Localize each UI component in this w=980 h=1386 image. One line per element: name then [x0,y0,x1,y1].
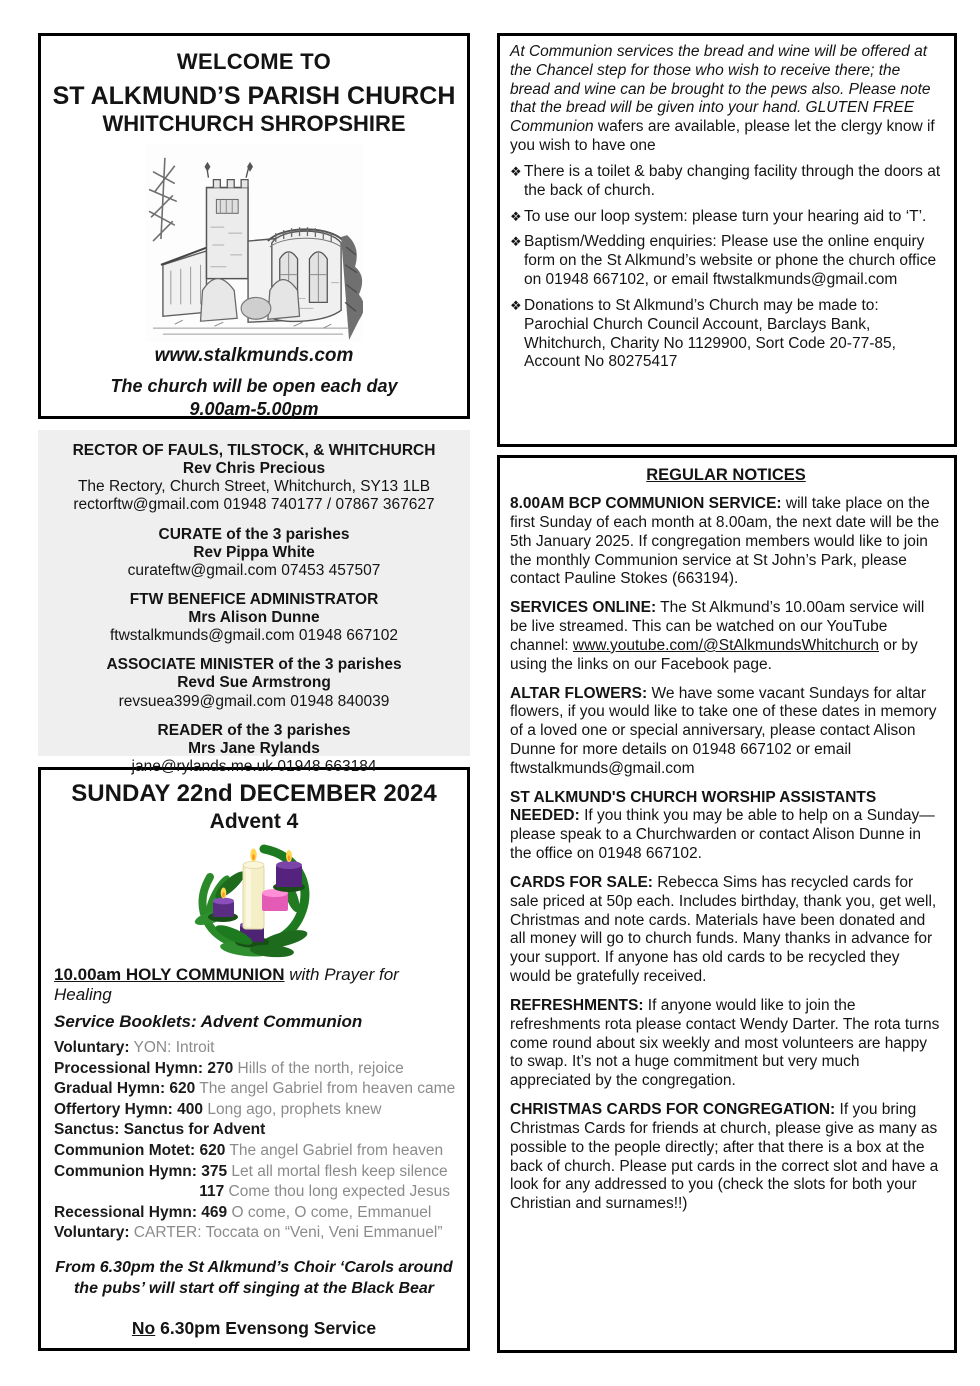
notices-title: REGULAR NOTICES [646,466,806,484]
contact-address: The Rectory, Church Street, Whitchurch, SY13 1LB [77,478,431,496]
contact-role: READER of the 3 parishes [157,721,351,739]
contact-name: Rev Chris Precious [182,460,326,478]
youtube-channel-link[interactable]: www.youtube.com/@StAlkmundsWhitchurch [572,636,879,654]
notice-refreshments: REFRESHMENTS: If anyone would like to join the refreshments rota please contact Wendy Darter. The rota turns come round about six weekly and most volunteers are happy to swap. It’s not a huge commitment but very much appreciated by the congregation. [510,996,940,1090]
communion-intro-italic: At Communion services the bread and wine will be offered at the Chancel step for those who wish to receive there; the bread and wine can be brought to the pews also. Please note that the bread will be given into your hand. GLUTEN FREE Communion [510,43,931,136]
contacts-section [38,430,470,775]
diamond-bullet-icon: ❖ [510,234,522,250]
evensong-no: No [131,1317,156,1338]
contact-name: Revd Sue Armstrong [177,674,331,692]
contact-role: ASSOCIATE MINISTER of the 3 parishes [106,656,402,674]
diamond-bullet-icon: ❖ [510,208,522,224]
bullet-loop-system: ❖ To use our loop system: please turn your hearing aid to ‘T’. [510,207,927,225]
service-time-heading: 10.00am HOLY COMMUNION [54,965,285,984]
bullet-baptism-wedding: ❖ Baptism/Wedding enquiries: Please use the online enquiry form on the St Alkmund’s website or phone the church office on 01948 667102, or email ftwstalkmunds@gmail.com [510,233,937,289]
contact-role: CURATE of the 3 parishes [158,525,350,543]
contact-role: RECTOR OF FAULS, TILSTOCK, & WHITCHURCH [72,442,436,459]
right-column [497,33,957,1353]
choir-note: From 6.30pm the St Alkmund’s Choir ‘Carols around the pubs’ will start off singing at the Black Bear [55,1259,453,1297]
notice-services-online: SERVICES ONLINE: The St Alkmund’s 10.00am service will be live streamed. This can be watched on our YouTube channel: www.youtube.com/@StAlkmundsWhitchurch or by using the links on our Facebook page. [510,599,925,673]
contact-associate-minister [44,656,464,710]
evensong-note [54,1318,454,1339]
contact-name: Mrs Jane Rylands [188,739,320,757]
hymn-line-communion-motet: Communion Motet: 620 The angel Gabriel from heaven [54,1142,444,1160]
bullet-donations: ❖ Donations to St Alkmund’s Church may be made to: Parochial Church Council Account, Barclays Bank, Whitchurch, Charity No 1129900, Sort Code 20-77-85, Account No 80275417 [510,296,896,371]
hymn-line-sanctus: Sanctus: Sanctus for Advent [54,1121,266,1139]
hymn-line-communion-hymn: Communion Hymn: 375 Let all mortal flesh keep silence [54,1162,448,1180]
evensong-rest: 6.30pm Evensong Service [155,1317,377,1338]
notice-worship-assistants: ST ALKMUND'S CHURCH WORSHIP ASSISTANTS NEEDED: If you think you may be able to help on a Sunday—please speak to a Churchwarden or contact Alison Dunne in the office on 01948 667102. [510,788,935,863]
contact-administrator [44,591,464,645]
notice-bcp-communion: 8.00AM BCP COMMUNION SERVICE: will take place on the first Sunday of each month at 8.00am, the next date will be the 5th January 2025. If congregation members would like to join the monthly Communion service at St John’s Park, please contact Pauline Stokes (663194). [510,495,940,588]
website-text: www.stalkmunds.com [154,345,354,366]
service-booklets-line: Service Booklets: Advent Communion [54,1012,363,1031]
hymn-list [54,1038,454,1244]
contact-name: Mrs Alison Dunne [188,609,320,626]
opening-hours-line1: The church will be open each day [110,376,398,396]
contact-curate [44,526,464,580]
hymn-line-gradual: Gradual Hymn: 620 The angel Gabriel from heaven came [54,1080,456,1098]
communion-intro [510,43,942,156]
communion-info-box [497,33,957,447]
notice-altar-flowers: ALTAR FLOWERS: We have some vacant Sundays for altar flowers, if you would like to take one of these dates in memory of a loved one or special anniversary, please contact Alison Dunne for more details on 01948 667102 or email ftwstalkmunds@gmail.com [510,684,937,777]
hymn-line-voluntary-in: Voluntary: YON: Introit [54,1039,215,1056]
contact-role: FTW BENEFICE ADMINISTRATOR [129,590,379,608]
contact-name: Rev Pippa White [193,543,315,561]
church-town-heading: WHITCHURCH SHROPSHIRE [102,111,406,136]
diamond-bullet-icon: ❖ [510,163,522,179]
contact-details: jane@rylands.me.uk 01948 663184 [131,757,377,775]
opening-hours-line2: 9.00am-5.00pm [189,398,319,419]
hymn-line-voluntary-out: Voluntary: CARTER: Toccata on “Veni, Veni Emmanuel” [54,1224,443,1242]
hymn-line-communion-hymn-2: 117 Come thou long expected Jesus [199,1183,450,1201]
contact-details: revsuea399@gmail.com 01948 840039 [118,692,390,710]
communion-intro-regular: wafers are available, please let the clergy know if you wish to have one [510,118,935,155]
hymn-line-recessional: Recessional Hymn: 469 O come, O come, Emmanuel [54,1203,432,1221]
notice-christmas-cards: CHRISTMAS CARDS FOR CONGREGATION: If you bring Christmas Cards for friends at church, please give as many as possible to the people directly; after that there is a box at the back of church. Please put cards in the correct slot and have a look for any addressed to you (check the slots for both your Christian and surnames!!) [510,1101,939,1213]
welcome-heading: WELCOME TO [176,49,332,74]
left-column [38,33,470,1351]
service-time-note: with Prayer for Healing [54,965,399,1004]
notice-cards-for-sale: CARDS FOR SALE: Rebecca Sims has recycled cards for sale priced at 50p each. Includes birthday, thank you, get well, Christmas and note cards. Materials have been donated and all money will go to church funds. Many thanks in advance for your support. If anyone has old cards to be recycled they would be gratefully received. [510,873,937,986]
opening-hours [49,375,459,420]
diamond-bullet-icon: ❖ [510,297,522,313]
contact-details: ftwstalkmunds@gmail.com 01948 667102 [110,627,398,645]
service-time-line [54,965,454,1005]
service-date-subtitle: Advent 4 [209,810,299,833]
service-date-title: SUNDAY 22nd DECEMBER 2024 [71,780,437,807]
welcome-box [38,33,470,419]
bullet-toilet: ❖ There is a toilet & baby changing facility through the doors at the back of church. [510,162,941,199]
sunday-service-box [38,767,470,1351]
contact-details: curateftw@gmail.com 07453 457507 [127,561,381,579]
church-name-heading: ST ALKMUND’S PARISH CHURCH [52,82,456,110]
hymn-line-offertory: Offertory Hymn: 400 Long ago, prophets knew [54,1100,382,1118]
hymn-line-processional: Processional Hymn: 270 Hills of the north, rejoice [54,1059,404,1077]
contact-rector [44,442,464,515]
church-sketch-image [145,144,363,342]
contact-details: rectorftw@gmail.com 01948 740177 / 07867 367627 [73,496,435,514]
advent-wreath-image [188,839,320,961]
regular-notices-box [497,455,957,1353]
